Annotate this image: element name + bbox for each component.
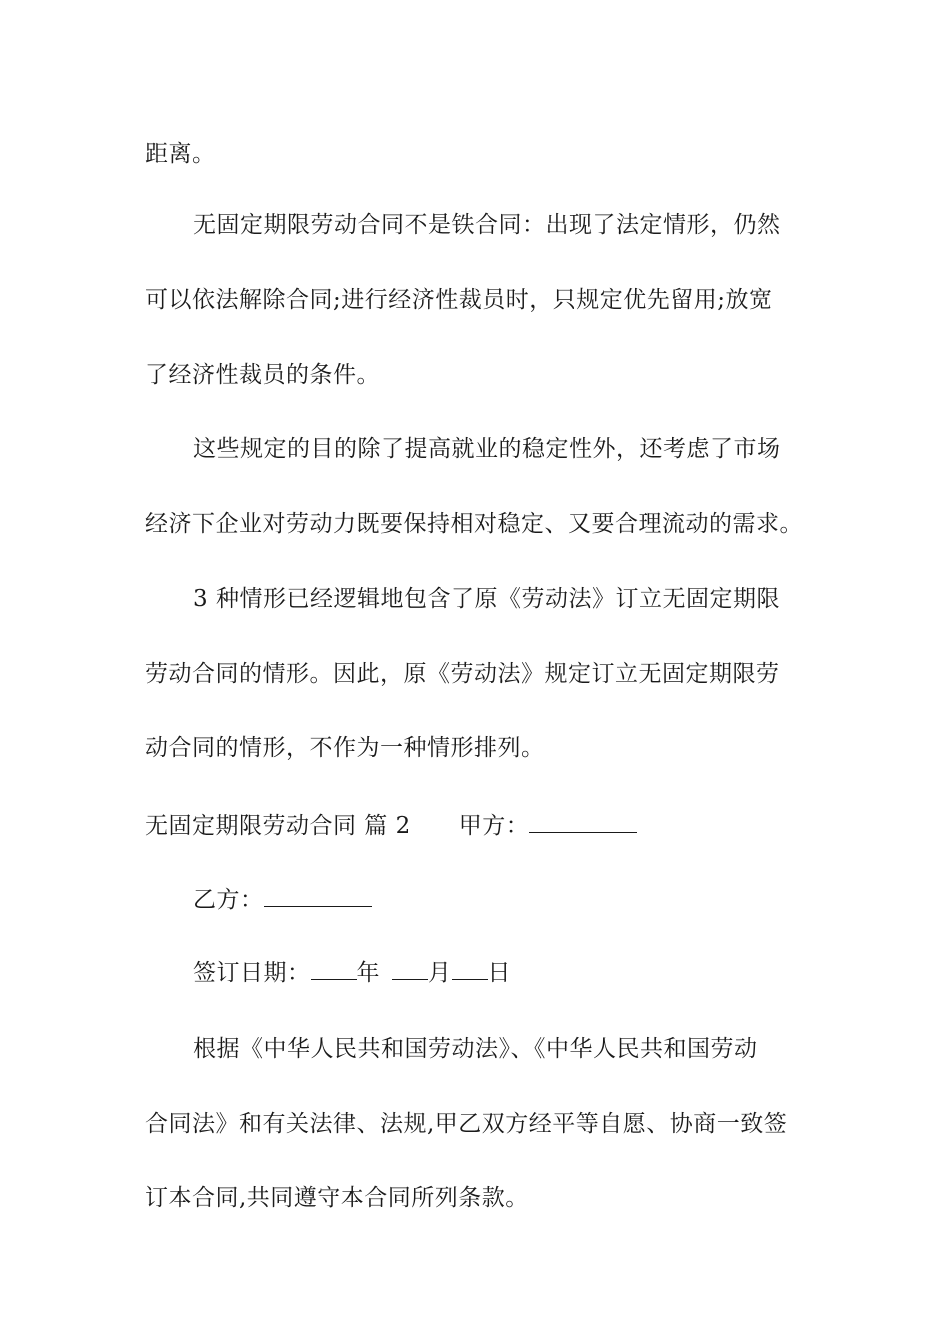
- month-label: 月: [428, 960, 452, 986]
- paragraph-line: 了经济性裁员的条件。: [145, 362, 380, 388]
- party-a-blank: [529, 810, 637, 833]
- party-b-label: 乙方：: [193, 887, 264, 913]
- party-b-line: [193, 884, 863, 915]
- year-label: 年: [356, 960, 380, 986]
- section-heading: 无固定期限劳动合同 篇 2: [145, 813, 411, 839]
- month-blank: [392, 957, 428, 980]
- day-label: 日: [487, 960, 511, 986]
- party-a-label: 甲方：: [458, 813, 530, 839]
- paragraph-line: 这些规定的目的除了提高就业的稳定性外，还考虑了市场: [193, 436, 781, 462]
- paragraph-line: 动合同的情形，不作为一种情形排列。: [145, 735, 545, 761]
- day-blank: [452, 957, 488, 980]
- paragraph-line: 合同法》和有关法律、法规,甲乙双方经平等自愿、协商一致签: [145, 1111, 788, 1137]
- paragraph-line: 根据《中华人民共和国劳动法》、《中华人民共和国劳动: [193, 1036, 758, 1062]
- paragraph-line: 可以依法解除合同;进行经济性裁员时，只规定优先留用;放宽: [145, 287, 773, 313]
- paragraph-line: 订本合同,共同遵守本合同所列条款。: [145, 1185, 529, 1211]
- paragraph-line: 距离。: [145, 141, 216, 167]
- paragraph-line: 3 种情形已经逻辑地包含了原《劳动法》订立无固定期限: [193, 586, 780, 612]
- paragraph-line: 劳动合同的情形。因此，原《劳动法》规定订立无固定期限劳: [145, 661, 780, 687]
- sign-date-label: 签订日期：: [193, 960, 311, 986]
- sign-date-line: [193, 957, 863, 988]
- year-blank: [311, 957, 357, 980]
- party-b-blank: [264, 884, 372, 907]
- section-heading-line: [145, 810, 815, 841]
- paragraph-line: 经济下企业对劳动力既要保持相对稳定、又要合理流动的需求。: [145, 511, 803, 537]
- paragraph-line: 无固定期限劳动合同不是铁合同：出现了法定情形，仍然: [193, 212, 781, 238]
